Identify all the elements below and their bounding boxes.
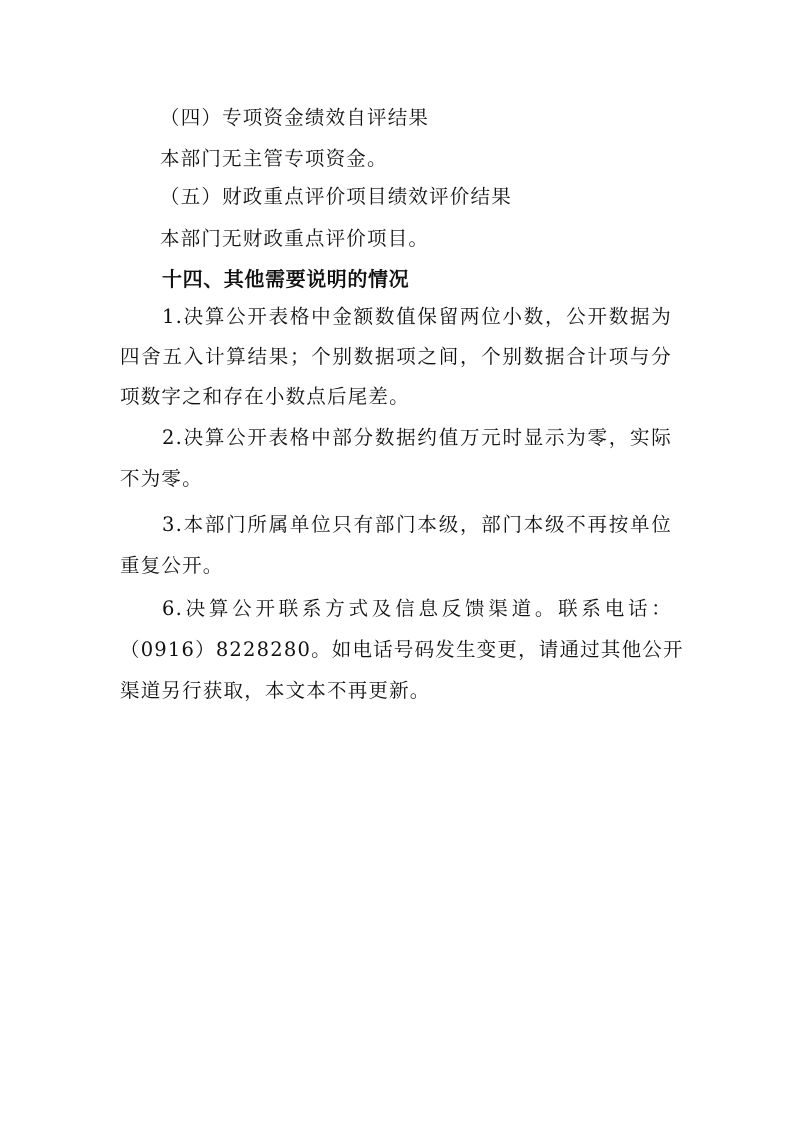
item-6-line-1: 6.决算公开联系方式及信息反馈渠道。联系电话：: [162, 597, 672, 620]
item-6-line-2: （0916）8228280。如电话号码发生变更，请通过其他公开: [120, 638, 684, 661]
item-6-line-3: 渠道另行获取，本文本不再更新。: [120, 679, 431, 702]
section-5-heading: （五）财政重点评价项目绩效评价结果: [160, 185, 512, 208]
item-2-line-1: 2.决算公开表格中部分数据约值万元时显示为零，实际: [162, 426, 672, 449]
item-2-line-2: 不为零。: [120, 467, 203, 490]
section-5-text: 本部门无财政重点评价项目。: [160, 227, 430, 250]
item-3-line-1: 3.本部门所属单位只有部门本级，部门本级不再按单位: [162, 513, 672, 536]
section-4-heading: （四）专项资金绩效自评结果: [160, 106, 430, 129]
item-1-line-1: 1.决算公开表格中金额数值保留两位小数，公开数据为: [162, 305, 672, 328]
section-14-heading: 十四、其他需要说明的情况: [162, 267, 410, 291]
item-3-line-2: 重复公开。: [120, 554, 224, 577]
item-1-line-2: 四舍五入计算结果；个别数据项之间，个别数据合计项与分: [120, 345, 672, 368]
section-4-text: 本部门无主管专项资金。: [160, 147, 388, 170]
item-1-line-3: 项数字之和存在小数点后尾差。: [120, 385, 410, 408]
